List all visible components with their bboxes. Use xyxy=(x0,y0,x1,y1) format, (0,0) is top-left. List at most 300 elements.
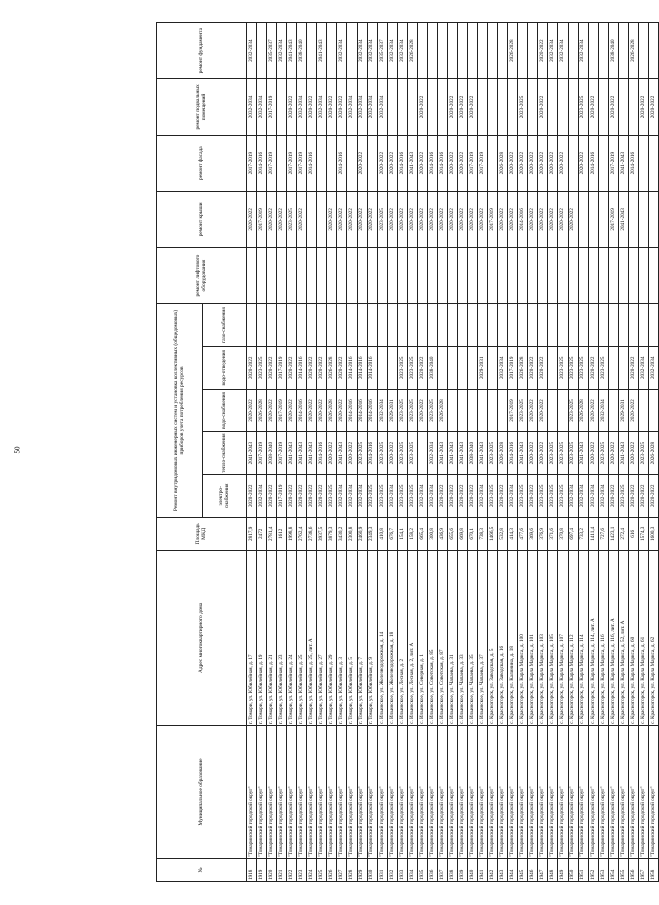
table-cell xyxy=(367,135,377,191)
table-cell: 2020-2022 xyxy=(417,135,427,191)
table-cell: 2020-2022 xyxy=(417,346,427,389)
table-cell: 2020-2022 xyxy=(247,191,257,247)
table-cell: 655,6 xyxy=(447,517,457,550)
header-elevator: ремонт лифтового оборудования xyxy=(157,247,247,303)
table-cell xyxy=(407,79,417,135)
table-cell: 2023-2025 xyxy=(548,432,558,475)
table-cell: 2017-2019 xyxy=(257,191,267,247)
table-cell: "Томаринский городской округ" xyxy=(357,725,367,858)
table-cell: 2014-2016 xyxy=(307,135,317,191)
table-cell: 1998,8 xyxy=(287,517,297,550)
table-cell: 2020-2022 xyxy=(648,474,658,517)
table-cell xyxy=(488,389,498,432)
table-cell: 2023-2025 xyxy=(377,474,387,517)
table-cell: 2032-2034 xyxy=(568,474,578,517)
table-cell: 2023-2025 xyxy=(578,79,588,135)
table-cell: 1942 xyxy=(488,859,498,882)
table-row xyxy=(578,23,588,882)
table-cell: 2472 xyxy=(257,517,267,550)
table-cell: 1423,1 xyxy=(608,517,618,550)
table-cell: 2023-2025 xyxy=(568,432,578,475)
table-cell: 2032-2034 xyxy=(387,474,397,517)
table-cell: 2038-2040 xyxy=(608,23,618,79)
table-cell: 2020-2022 xyxy=(558,191,568,247)
table-cell: 2026-2028 xyxy=(257,389,267,432)
table-row xyxy=(287,23,297,882)
table-cell xyxy=(427,304,437,347)
table-row xyxy=(488,23,498,882)
table-cell: 2023-2025 xyxy=(568,389,578,432)
table-cell: 2023-2025 xyxy=(518,389,528,432)
table-cell xyxy=(488,304,498,347)
table-cell xyxy=(478,79,488,135)
table-cell: 2020-2022 xyxy=(277,191,287,247)
table-cell: 2014-2016 xyxy=(508,432,518,475)
table-cell xyxy=(498,304,508,347)
table-cell: 1954 xyxy=(608,859,618,882)
table-cell xyxy=(277,304,287,347)
table-cell xyxy=(417,247,427,303)
table-cell: 2026-2028 xyxy=(508,23,518,79)
table-cell: 1933 xyxy=(397,859,407,882)
table-cell: 2020-2022 xyxy=(468,79,478,135)
table-cell: 2041-2043 xyxy=(337,432,347,475)
table-cell: 2014-2016 xyxy=(347,389,357,432)
table-cell: 1937 xyxy=(437,859,447,882)
table-cell: 2738,6 xyxy=(307,517,317,550)
table-cell xyxy=(317,191,327,247)
table-row xyxy=(257,23,267,882)
table-cell: с. Ильинское, ул. Чапаева, д. 37 xyxy=(478,550,488,725)
table-cell xyxy=(578,191,588,247)
table-cell: 1940 xyxy=(468,859,478,882)
table-cell: 2023-2025 xyxy=(558,346,568,389)
table-cell: 2014-2016 xyxy=(628,135,638,191)
table-cell: "Томаринский городской округ" xyxy=(447,725,457,858)
table-row xyxy=(548,23,558,882)
table-cell: 2300,8 xyxy=(347,517,357,550)
table-cell: 2020-2022 xyxy=(367,191,377,247)
table-cell: 2020-2022 xyxy=(397,191,407,247)
table-cell xyxy=(317,247,327,303)
table-cell: 2020-2022 xyxy=(518,135,528,191)
table-cell: "Томаринский городской округ" xyxy=(518,725,528,858)
table-cell: 2020-2022 xyxy=(327,79,337,135)
table-cell: 2032-2034 xyxy=(367,79,377,135)
table-row xyxy=(638,23,648,882)
table-cell: с. Ильинское, ул. Лесная, д. 2 xyxy=(397,550,407,725)
table-cell: 2041-2043 xyxy=(578,432,588,475)
table-cell xyxy=(478,389,488,432)
table-cell: 697,4 xyxy=(568,517,578,550)
header-municipality: Муниципальное образование xyxy=(157,725,247,858)
table-cell: 2014-2016 xyxy=(588,135,598,191)
table-cell: с. Красногорск, ул. Заводская, д. 16 xyxy=(498,550,508,725)
capital-repair-table xyxy=(156,22,659,882)
table-cell: 2035-2037 xyxy=(377,23,387,79)
table-cell: "Томаринский городской округ" xyxy=(457,725,467,858)
table-cell: "Томаринский городской округ" xyxy=(437,725,447,858)
table-cell: 2020-2022 xyxy=(337,191,347,247)
table-cell: 1944 xyxy=(508,859,518,882)
table-cell xyxy=(618,346,628,389)
table-cell: 2017-2019 xyxy=(277,346,287,389)
table-cell xyxy=(568,247,578,303)
table-cell: 2023-2025 xyxy=(488,432,498,475)
table-cell: "Томаринский городской округ" xyxy=(648,725,658,858)
table-cell xyxy=(327,23,337,79)
table-cell: 1955 xyxy=(618,859,628,882)
table-cell xyxy=(598,79,608,135)
table-row xyxy=(417,23,427,882)
table-cell xyxy=(347,23,357,79)
table-cell xyxy=(508,247,518,303)
table-cell: 2020-2022 xyxy=(307,346,317,389)
table-cell xyxy=(648,389,658,432)
table-cell xyxy=(618,79,628,135)
table-cell xyxy=(437,304,447,347)
table-cell xyxy=(307,191,317,247)
table-cell: 2020-2022 xyxy=(307,79,317,135)
table-cell: "Томаринский городской округ" xyxy=(367,725,377,858)
table-cell: 2041-2043 xyxy=(437,432,447,475)
table-cell xyxy=(528,247,538,303)
table-cell xyxy=(478,247,488,303)
table-cell: 410,8 xyxy=(377,517,387,550)
table-cell: 2460,9 xyxy=(357,517,367,550)
table-cell: "Томаринский городской округ" xyxy=(488,725,498,858)
table-cell xyxy=(327,247,337,303)
table-cell: 1932 xyxy=(387,859,397,882)
table-cell: 532,8 xyxy=(498,517,508,550)
table-cell: 2020-2022 xyxy=(538,23,548,79)
table-cell xyxy=(648,135,658,191)
table-cell: 2020-2022 xyxy=(628,474,638,517)
table-cell: 2020-2022 xyxy=(508,191,518,247)
table-cell: 2032-2034 xyxy=(578,23,588,79)
table-cell: 1934 xyxy=(407,859,417,882)
table-cell xyxy=(618,247,628,303)
table-cell xyxy=(407,247,417,303)
table-cell xyxy=(598,135,608,191)
table-cell: 2023-2025 xyxy=(638,432,648,475)
table-cell: 2041-2043 xyxy=(287,23,297,79)
rotated-table-container xyxy=(156,22,656,882)
table-cell xyxy=(608,346,618,389)
table-row xyxy=(307,23,317,882)
table-cell: 2017-2019 xyxy=(608,191,618,247)
table-cell xyxy=(357,304,367,347)
table-cell: 2041-2043 xyxy=(618,191,628,247)
table-cell: с. Ильинское, ул. Советская, д. 85 xyxy=(427,550,437,725)
table-cell: с. Красногорск, ул. Карла Маркса, д. 114 xyxy=(578,550,588,725)
table-cell: 2020-2022 xyxy=(558,135,568,191)
table-cell xyxy=(277,247,287,303)
table-cell: 2023-2025 xyxy=(407,346,417,389)
table-cell: 1935 xyxy=(417,859,427,882)
table-cell: 2020-2022 xyxy=(528,346,538,389)
table-row xyxy=(387,23,397,882)
table-cell xyxy=(267,247,277,303)
table-cell xyxy=(387,346,397,389)
table-cell: 2020-2022 xyxy=(538,191,548,247)
table-row xyxy=(598,23,608,882)
table-cell: 727,6 xyxy=(598,517,608,550)
table-cell: 2020-2022 xyxy=(548,191,558,247)
table-cell: с. Ильинское, ул. Советская, д. 87 xyxy=(437,550,447,725)
table-cell xyxy=(327,304,337,347)
table-cell xyxy=(367,304,377,347)
table-cell: 2020-2022 xyxy=(588,79,598,135)
table-cell: "Томаринский городской округ" xyxy=(468,725,478,858)
table-cell: с. Красногорск, ул. Заводская, д. 5 xyxy=(488,550,498,725)
table-cell xyxy=(518,247,528,303)
table-cell: 2023-2025 xyxy=(518,79,528,135)
table-cell: 2014-2016 xyxy=(437,135,447,191)
table-cell: 2020-2022 xyxy=(307,474,317,517)
table-cell: 2041-2043 xyxy=(317,23,327,79)
table-cell: "Томаринский городской округ" xyxy=(427,725,437,858)
table-cell xyxy=(437,23,447,79)
table-cell: 1924 xyxy=(307,859,317,882)
table-cell xyxy=(598,23,608,79)
table-cell xyxy=(417,23,427,79)
table-cell: 2032-2034 xyxy=(347,79,357,135)
table-cell xyxy=(417,304,427,347)
table-cell xyxy=(638,304,648,347)
table-cell xyxy=(337,247,347,303)
table-cell xyxy=(588,23,598,79)
header-address: Адрес многоквартирного дома xyxy=(157,550,247,725)
table-cell: 2026-2028 xyxy=(498,135,508,191)
table-cell: г. Томари, ул. Юбилейная, д. 7 xyxy=(357,550,367,725)
table-cell xyxy=(488,23,498,79)
table-cell: 1920 xyxy=(267,859,277,882)
table-cell: 2041-2043 xyxy=(287,432,297,475)
table-cell xyxy=(638,135,648,191)
table-cell: 2026-2028 xyxy=(407,23,417,79)
table-cell xyxy=(377,247,387,303)
table-cell xyxy=(287,247,297,303)
table-cell: 2026-2028 xyxy=(648,432,658,475)
table-cell: 2032-2034 xyxy=(367,23,377,79)
page-number: 50 xyxy=(13,446,22,454)
table-cell: 2017-2019 xyxy=(468,135,478,191)
table-cell: 2020-2022 xyxy=(588,389,598,432)
table-cell xyxy=(317,304,327,347)
table-cell: 2023-2025 xyxy=(407,389,417,432)
table-cell xyxy=(548,346,558,389)
table-cell: 2020-2022 xyxy=(247,346,257,389)
table-cell: 2020-2022 xyxy=(327,432,337,475)
table-cell: 2020-2022 xyxy=(317,346,327,389)
table-cell xyxy=(508,79,518,135)
table-cell: 2017-2019 xyxy=(478,135,488,191)
table-cell: 2026-2028 xyxy=(327,389,337,432)
table-cell xyxy=(568,135,578,191)
table-cell: г. Томари, ул. Юбилейная, д. 5 xyxy=(347,550,357,725)
table-cell xyxy=(488,346,498,389)
table-cell xyxy=(427,247,437,303)
table-cell: 2020-2022 xyxy=(588,346,598,389)
table-cell: "Томаринский городской округ" xyxy=(287,725,297,858)
table-cell: 2017-2019 xyxy=(257,432,267,475)
table-cell: 2023-2025 xyxy=(518,474,528,517)
table-cell: с. Красногорск, ул. Карла Маркса, д. 105 xyxy=(548,550,558,725)
table-cell xyxy=(447,23,457,79)
table-cell xyxy=(608,304,618,347)
table-cell xyxy=(437,79,447,135)
table-cell: 1951 xyxy=(578,859,588,882)
table-cell: 2020-2022 xyxy=(287,474,297,517)
table-cell: 2020-2022 xyxy=(638,79,648,135)
table-cell: г. Томари, ул. Юбилейная, д. 21 xyxy=(267,550,277,725)
table-row xyxy=(628,23,638,882)
table-cell: 2020-2022 xyxy=(387,135,397,191)
table-cell: 2017-2019 xyxy=(608,135,618,191)
table-row xyxy=(558,23,568,882)
table-cell xyxy=(327,135,337,191)
table-row xyxy=(618,23,628,882)
table-cell: 2014-2016 xyxy=(367,432,377,475)
table-cell: г. Томари, ул. Юбилейная, д. 3 xyxy=(337,550,347,725)
table-cell: 2014-2016 xyxy=(367,389,377,432)
table-cell xyxy=(628,79,638,135)
table-cell: "Томаринский городской округ" xyxy=(327,725,337,858)
table-cell: 2032-2034 xyxy=(257,474,267,517)
table-cell: 2017-2019 xyxy=(277,389,287,432)
table-cell: г. Томари, ул. Юбилейная, д. 19 xyxy=(257,550,267,725)
table-cell xyxy=(377,346,387,389)
table-cell xyxy=(538,304,548,347)
table-cell xyxy=(588,247,598,303)
table-cell xyxy=(277,79,287,135)
table-cell xyxy=(558,389,568,432)
table-cell: 2032-2034 xyxy=(337,474,347,517)
table-cell: 2032-2034 xyxy=(548,23,558,79)
table-cell: с. Ильинское, ул. Железнодорожная, д. 14 xyxy=(377,550,387,725)
table-cell: с. Красногорск, ул. Карла Маркса, д. 114, лит. А xyxy=(588,550,598,725)
table-cell: 2032-2034 xyxy=(397,23,407,79)
table-cell xyxy=(548,79,558,135)
table-cell xyxy=(468,23,478,79)
table-cell: 2032-2034 xyxy=(638,346,648,389)
table-cell: 1945 xyxy=(518,859,528,882)
table-cell: 1925 xyxy=(317,859,327,882)
table-cell: 2020-2022 xyxy=(447,474,457,517)
header-heat: тепло-снабжения xyxy=(203,432,247,475)
table-cell xyxy=(297,304,307,347)
table-cell: 665,4 xyxy=(417,517,427,550)
table-cell: "Томаринский городской округ" xyxy=(377,725,387,858)
table-cell: "Томаринский городской округ" xyxy=(257,725,267,858)
table-cell: 2014-2016 xyxy=(427,135,437,191)
table-cell: 2020-2022 xyxy=(538,432,548,475)
table-cell: 2020-2022 xyxy=(608,79,618,135)
table-cell: 2020-2022 xyxy=(417,79,427,135)
table-cell: 436,9 xyxy=(437,517,447,550)
table-cell: 2020-2022 xyxy=(287,79,297,135)
table-cell: с. Ильинское, ул. Чапаева, д. 31 xyxy=(447,550,457,725)
table-cell xyxy=(548,389,558,432)
table-cell: 2041-2043 xyxy=(618,135,628,191)
table-cell: 2020-2022 xyxy=(478,191,488,247)
table-cell xyxy=(638,247,648,303)
table-cell xyxy=(468,389,478,432)
table-cell xyxy=(578,247,588,303)
table-cell: 2041-2043 xyxy=(247,432,257,475)
table-cell xyxy=(508,304,518,347)
table-cell: 2020-2022 xyxy=(528,191,538,247)
table-cell: "Томаринский городской округ" xyxy=(417,725,427,858)
table-cell xyxy=(468,247,478,303)
table-cell: 1939 xyxy=(457,859,467,882)
table-cell: с. Красногорск, ул. Карла Маркса, д. 101 xyxy=(528,550,538,725)
table-cell: 2023-2025 xyxy=(327,474,337,517)
table-cell: 2023-2025 xyxy=(287,191,297,247)
table-cell: "Томаринский городской округ" xyxy=(498,725,508,858)
table-cell: "Томаринский городской округ" xyxy=(608,725,618,858)
table-cell: 2032-2034 xyxy=(277,23,287,79)
table-cell: 2032-2034 xyxy=(427,474,437,517)
table-cell: 3430,2 xyxy=(337,517,347,550)
table-cell: 1936 xyxy=(427,859,437,882)
table-cell: 2023-2025 xyxy=(598,346,608,389)
table-cell: "Томаринский городской округ" xyxy=(588,725,598,858)
table-cell: 1919 xyxy=(257,859,267,882)
table-cell: 2014-2016 xyxy=(357,389,367,432)
header-num: № xyxy=(157,859,247,882)
table-cell: "Томаринский городской округ" xyxy=(478,725,488,858)
table-cell xyxy=(257,23,267,79)
table-row xyxy=(267,23,277,882)
table-cell: 2017-2019 xyxy=(508,389,518,432)
table-cell: "Томаринский городской округ" xyxy=(407,725,417,858)
table-cell xyxy=(648,191,658,247)
table-cell: 2020-2022 xyxy=(357,135,367,191)
table-cell: 370,8 xyxy=(558,517,568,550)
table-cell: 2020-2022 xyxy=(638,474,648,517)
table-cell: 1926 xyxy=(327,859,337,882)
table-cell xyxy=(427,23,437,79)
table-cell: 2038-2040 xyxy=(427,346,437,389)
table-cell: 2014-2016 xyxy=(518,191,528,247)
table-cell: с. Ильинское, ул. Лесная, д. 2, лит. А xyxy=(407,550,417,725)
table-cell: 2020-2022 xyxy=(247,474,257,517)
table-cell: 2017-2019 xyxy=(287,135,297,191)
table-cell xyxy=(437,247,447,303)
table-cell xyxy=(407,304,417,347)
table-cell: с. Красногорск, ул. Карла Маркса, д. 103 xyxy=(538,550,548,725)
table-cell: 2023-2025 xyxy=(548,474,558,517)
table-cell: 2023-2025 xyxy=(598,432,608,475)
table-cell: с. Красногорск, ул. Карла Маркса, д. 107 xyxy=(558,550,568,725)
table-cell xyxy=(397,304,407,347)
table-cell xyxy=(347,304,357,347)
table-cell: 2020-2022 xyxy=(357,191,367,247)
table-cell: 2023-2025 xyxy=(618,474,628,517)
table-cell: 2032-2034 xyxy=(377,79,387,135)
table-cell: 2023-2025 xyxy=(357,432,367,475)
table-cell: 2020-2022 xyxy=(297,191,307,247)
table-cell: 2781,4 xyxy=(267,517,277,550)
table-cell xyxy=(387,247,397,303)
table-cell xyxy=(598,304,608,347)
table-cell: 2020-2022 xyxy=(447,79,457,135)
table-cell: "Томаринский городской округ" xyxy=(337,725,347,858)
table-cell: с. Красногорск, ул. Карла Маркса, д. 52, лит. А xyxy=(618,550,628,725)
table-cell: г. Томари, ул. Юбилейная, д. 25, лит. А xyxy=(307,550,317,725)
